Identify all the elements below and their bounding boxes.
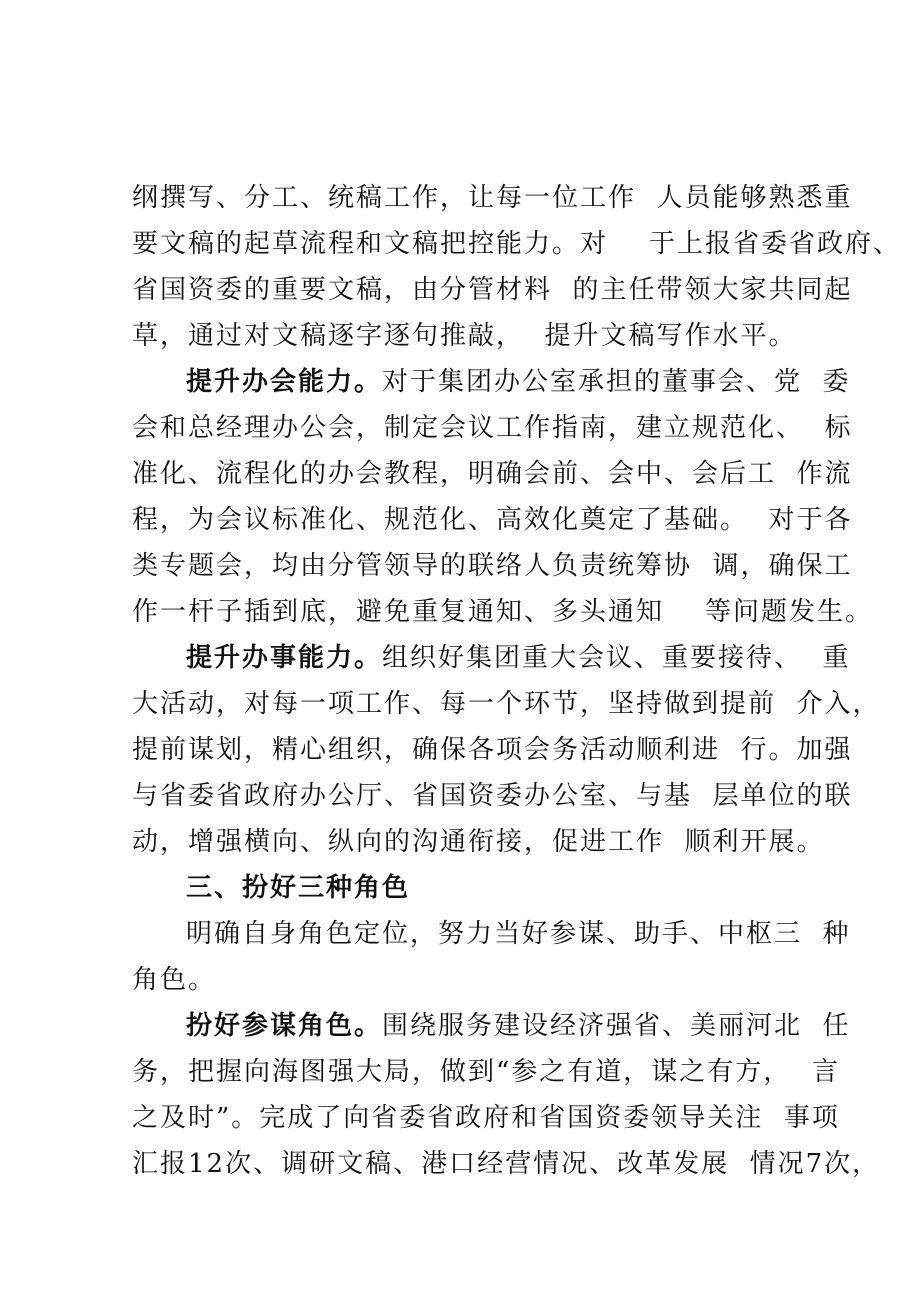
paragraph-line bbox=[132, 546, 853, 586]
paragraph-line bbox=[132, 178, 853, 218]
paragraph-line bbox=[132, 224, 902, 264]
text-run: 准化、流程化的办会教程，明确会前、会中、会后工 作流 bbox=[132, 459, 853, 489]
text-run: 与省委省政府办公厅、省国资委办公室、与基 层单位的联 bbox=[132, 781, 853, 811]
text-run: 动，增强横向、纵向的沟通衔接，促进工作 顺利开展。 bbox=[132, 827, 825, 857]
paragraph-line bbox=[132, 408, 853, 448]
paragraph-line bbox=[132, 1144, 881, 1184]
paragraph-line bbox=[132, 684, 881, 724]
paragraph-line bbox=[186, 1006, 886, 1046]
text-run: 省国资委的重要文稿，由分管材料 的主任带领大家共同起 bbox=[132, 275, 853, 305]
paragraph-line bbox=[132, 1098, 840, 1138]
section-heading: 提升办会能力。 bbox=[186, 367, 383, 397]
paragraph-line bbox=[132, 1052, 840, 1092]
paragraph-line bbox=[186, 362, 886, 402]
paragraph-line bbox=[186, 914, 886, 954]
section-title bbox=[186, 868, 886, 908]
text-run: 务，把握向海图强大局，做到“参之有道，谋之有方， 言 bbox=[132, 1057, 840, 1087]
text-run: 纲撰写、分工、统稿工作，让每一位工作 人员能够熟悉重 bbox=[132, 183, 853, 213]
paragraph-line bbox=[132, 316, 832, 356]
text-run: 要文稿的起草流程和文稿把控能力。对 于上报省委省政府、 bbox=[132, 229, 902, 259]
paragraph-line bbox=[132, 776, 853, 816]
text-run: 作一杆子插到底，避免重复通知、多头通知 等问题发生。 bbox=[132, 597, 874, 627]
paragraph-line bbox=[186, 638, 886, 678]
text-run: 明确自身角色定位，努力当好参谋、助手、中枢三 种 bbox=[186, 919, 851, 949]
section-title-text: 三、扮好三种角色 bbox=[186, 873, 411, 903]
paragraph-line bbox=[132, 822, 832, 862]
paragraph-line bbox=[132, 270, 853, 310]
text-run: 之及时”。完成了向省委省政府和省国资委领导关注 事项 bbox=[132, 1103, 840, 1133]
text-run: 会和总经理办公会，制定会议工作指南，建立规范化、 标 bbox=[132, 413, 853, 443]
paragraph-line bbox=[132, 454, 853, 494]
paragraph-line bbox=[132, 960, 832, 1000]
text-run: 草，通过对文稿逐字逐句推敲， 提升文稿写作水平。 bbox=[132, 321, 797, 351]
text-run: 汇报12次、调研文稿、港口经营情况、改革发展 情况7次， bbox=[132, 1149, 881, 1179]
text-run: 对于集团办公室承担的董事会、党 委 bbox=[382, 367, 851, 397]
text-run: 类专题会，均由分管领导的联络人负责统筹协 调，确保工 bbox=[132, 551, 853, 581]
text-run: 角色。 bbox=[132, 965, 217, 995]
text-run: 程，为会议标准化、规范化、高效化奠定了基础。 对于各 bbox=[132, 505, 853, 535]
section-heading: 扮好参谋角色。 bbox=[186, 1011, 383, 1041]
section-heading: 提升办事能力。 bbox=[186, 643, 383, 673]
text-run: 组织好集团重大会议、重要接待、 重 bbox=[382, 643, 851, 673]
text-run: 围绕服务建设经济强省、美丽河北 任 bbox=[382, 1011, 851, 1041]
text-run: 提前谋划，精心组织，确保各项会务活动顺利进 行。加强 bbox=[132, 735, 853, 765]
paragraph-line bbox=[132, 500, 853, 540]
text-run: 大活动，对每一项工作、每一个环节，坚持做到提前 介入， bbox=[132, 689, 881, 719]
paragraph-line bbox=[132, 730, 853, 770]
paragraph-line bbox=[132, 592, 874, 632]
